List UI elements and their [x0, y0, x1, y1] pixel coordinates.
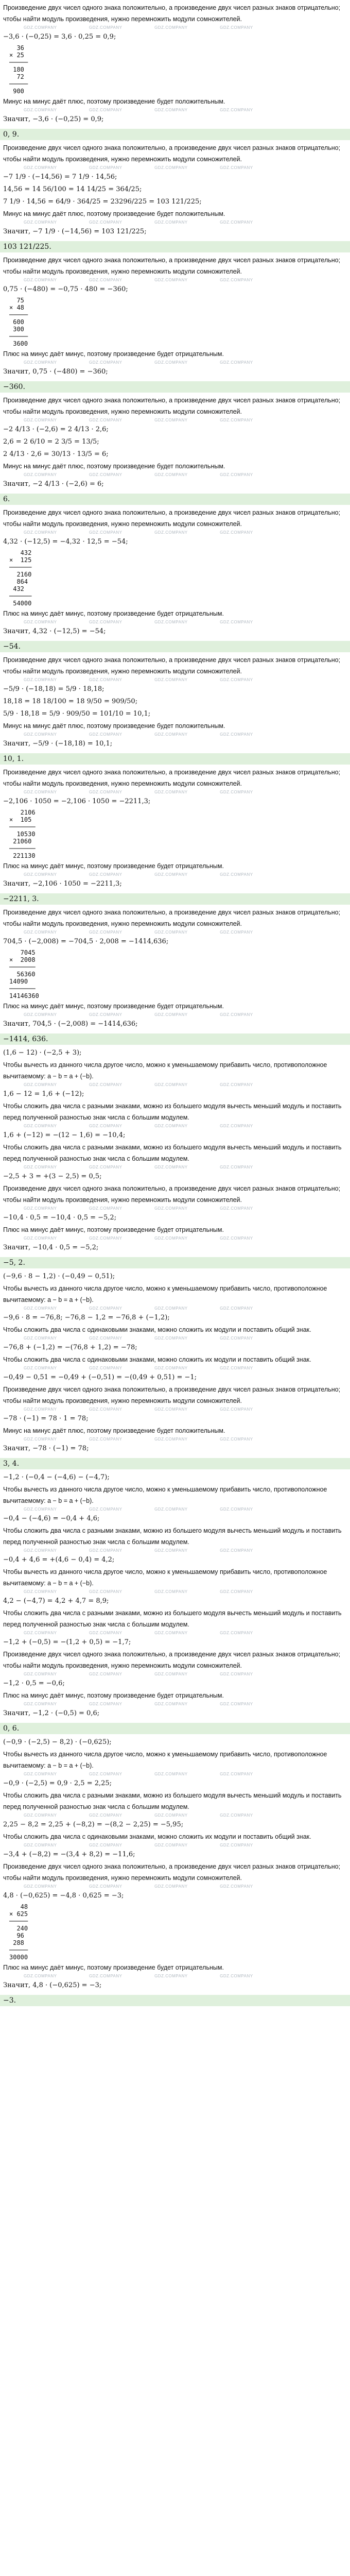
- solution-block: [0, 505, 350, 641]
- expression-head: −1,2 · (−0,4 − (−4,6) − (−4,7);: [3, 1473, 110, 1481]
- math-line: 4,32 · (−12,5) = −4,32 · 12,5 = −54;: [3, 538, 128, 546]
- expression-block: [0, 1469, 350, 1723]
- column-multiplication: [9, 44, 347, 95]
- answer: 10, 1.: [0, 753, 350, 765]
- mult-row: 2160: [9, 571, 32, 578]
- rule-text: Произведение двух чисел одного знака положительно, а произведение двух чисел разных знаков отрицательно; чтобы найти модуль произведения, нужно перемножить модули сомножителей.: [3, 257, 341, 275]
- conclusion-text: Плюс на минус даёт минус, поэтому произведение будет отрицательным.: [3, 1964, 224, 1971]
- mult-row: 36: [9, 44, 24, 52]
- answer: −3.: [0, 1995, 350, 2006]
- mult-row: 14146360: [9, 992, 39, 999]
- mult-row: 864: [9, 578, 28, 585]
- rule-text: Чтобы сложить два числа с разными знаками, можно из большего модуля вычесть меньший модуль и поставить перед полученной разностью знак числа с большим модулем.: [3, 1103, 342, 1121]
- rule-text: Чтобы вычесть из данного числа другое число, можно к уменьшаемому прибавить число, противоположное вычитаемому: a − b = a + (−b).: [3, 1751, 327, 1769]
- answer: −1414, 636.: [0, 1033, 350, 1045]
- result-line: Значит, −78 · (−1) = 78;: [3, 1445, 89, 1452]
- mult-row: × 125: [9, 556, 32, 564]
- watermark: GDZ.COMPANY GDZ.COMPANY GDZ.COMPANY GDZ.COMPANY: [24, 1082, 253, 1087]
- watermark: GDZ.COMPANY GDZ.COMPANY GDZ.COMPANY GDZ.COMPANY: [24, 1165, 253, 1170]
- watermark: GDZ.COMPANY GDZ.COMPANY GDZ.COMPANY GDZ.COMPANY: [24, 1336, 253, 1341]
- solution-block: [0, 0, 350, 129]
- column-multiplication: [9, 949, 347, 999]
- result-line: Значит, −2,106 · 1050 = −2211,3;: [3, 880, 122, 888]
- math-line: 2,25 − 8,2 = 2,25 + (−8,2) = −(8,2 − 2,25) = −5,95;: [3, 1821, 184, 1828]
- watermark: GDZ.COMPANY GDZ.COMPANY GDZ.COMPANY GDZ.COMPANY: [24, 530, 253, 535]
- math-line: 18,18 = 18 18/100 = 18 9/50 = 909/50;: [3, 698, 138, 705]
- rule-text: Чтобы сложить два числа с одинаковыми знаками, можно сложить их модули и поставить общий знак.: [3, 1326, 311, 1333]
- watermark: GDZ.COMPANY GDZ.COMPANY GDZ.COMPANY GDZ.COMPANY: [24, 1974, 253, 1978]
- watermark: GDZ.COMPANY GDZ.COMPANY GDZ.COMPANY GDZ.COMPANY: [24, 278, 253, 282]
- rule-text: Произведение двух чисел одного знака положительно, а произведение двух чисел разных знаков отрицательно; чтобы найти модуль произведения, нужно перемножить модули сомножителей.: [3, 144, 341, 163]
- watermark: GDZ.COMPANY GDZ.COMPANY GDZ.COMPANY GDZ.COMPANY: [24, 25, 253, 30]
- answer: 0, 9.: [0, 129, 350, 140]
- mult-row: ───────: [9, 845, 36, 852]
- watermark: GDZ.COMPANY GDZ.COMPANY GDZ.COMPANY GDZ.COMPANY: [24, 677, 253, 682]
- watermark: GDZ.COMPANY GDZ.COMPANY GDZ.COMPANY GDZ.COMPANY: [24, 1589, 253, 1594]
- result-line: Значит, −3,6 · (−0,25) = 0,9;: [3, 115, 104, 123]
- math-line: −10,4 · 0,5 = −10,4 · 0,5 = −5,2;: [3, 1214, 117, 1222]
- watermark: GDZ.COMPANY GDZ.COMPANY GDZ.COMPANY GDZ.COMPANY: [24, 1813, 253, 1818]
- column-multiplication: [9, 549, 347, 607]
- watermark: GDZ.COMPANY GDZ.COMPANY GDZ.COMPANY GDZ.COMPANY: [24, 1884, 253, 1889]
- watermark: GDZ.COMPANY GDZ.COMPANY GDZ.COMPANY GDZ.COMPANY: [24, 620, 253, 624]
- mult-row: ──────: [9, 564, 32, 571]
- rule-text: Чтобы сложить два числа с разными знаками, можно из большего модуля вычесть меньший модуль и поставить перед полученной разностью знак числа с большим модулем.: [3, 1792, 342, 1810]
- watermark: GDZ.COMPANY GDZ.COMPANY GDZ.COMPANY GDZ.COMPANY: [24, 1702, 253, 1706]
- watermark: GDZ.COMPANY GDZ.COMPANY GDZ.COMPANY GDZ.COMPANY: [24, 1124, 253, 1128]
- mult-row: × 2008: [9, 956, 36, 963]
- watermark: GDZ.COMPANY GDZ.COMPANY GDZ.COMPANY GDZ.COMPANY: [24, 872, 253, 877]
- conclusion-text: Плюс на минус даёт минус, поэтому произведение будет отрицательным.: [3, 1692, 224, 1699]
- math-line: −0,9 · (−2,5) = 0,9 · 2,5 = 2,25;: [3, 1780, 112, 1787]
- watermark: GDZ.COMPANY GDZ.COMPANY GDZ.COMPANY GDZ.COMPANY: [24, 930, 253, 935]
- conclusion-text: Плюс на минус даёт минус, поэтому произведение будет отрицательным.: [3, 1003, 224, 1010]
- mult-row: 96: [9, 1932, 24, 1939]
- watermark: GDZ.COMPANY GDZ.COMPANY GDZ.COMPANY GDZ.COMPANY: [24, 472, 253, 477]
- math-line: −9,6 · 8 = −76,8; −76,8 − 1,2 = −76,8 + (−1,2);: [3, 1314, 170, 1321]
- rule-text: Произведение двух чисел одного знака положительно, а произведение двух чисел разных знаков отрицательно; чтобы найти модуль произведения, нужно перемножить модули сомножителей.: [3, 509, 341, 528]
- expression-head: (−9,6 · 8 − 1,2) · (−0,49 − 0,51);: [3, 1273, 115, 1280]
- rule-text: Произведение двух чисел одного знака положительно, а произведение двух чисел разных знаков отрицательно; чтобы найти модуль произведения, нужно перемножить модули сомножителей.: [3, 397, 341, 415]
- math-line: −5/9 · (−18,18) = 5/9 · 18,18;: [3, 685, 104, 693]
- rule-text: Чтобы сложить два числа с одинаковыми знаками, можно сложить их модули и поставить общий знак.: [3, 1356, 311, 1363]
- solution-block: [0, 393, 350, 494]
- result-line: Значит, 0,75 · (−480) = −360;: [3, 368, 108, 376]
- answer: 103 121/225.: [0, 241, 350, 252]
- math-line: 704,5 · (−2,008) = −704,5 · 2,008 = −1414,636;: [3, 938, 169, 945]
- watermark: GDZ.COMPANY GDZ.COMPANY GDZ.COMPANY GDZ.COMPANY: [24, 360, 253, 365]
- math-line: 14,56 = 14 56/100 = 14 14/25 = 364/25;: [3, 185, 142, 193]
- mult-row: ─────: [9, 1946, 28, 1954]
- mult-row: 3600: [9, 340, 28, 347]
- math-line: 7 1/9 · 14,56 = 64/9 · 364/25 = 23296/225 = 103 121/225;: [3, 198, 202, 206]
- rule-text: Произведение двух чисел одного знака положительно, а произведение двух чисел разных знаков отрицательно; чтобы найти модуль произведения, нужно перемножить модули сомножителей.: [3, 1863, 341, 1882]
- conclusion-text: Минус на минус даёт плюс, поэтому произведение будет положительным.: [3, 463, 225, 470]
- conclusion-text: Плюс на минус даёт минус, поэтому произведение будет отрицательным.: [3, 862, 224, 870]
- mult-row: 221130: [9, 852, 36, 859]
- math-line: −2,106 · 1050 = −2,106 · 1050 = −2211,3;: [3, 798, 151, 805]
- mult-row: 56360: [9, 971, 36, 978]
- math-line: −2,5 + 3 = +(3 − 2,5) = 0,5;: [3, 1173, 102, 1180]
- mult-row: × 48: [9, 304, 24, 311]
- column-multiplication: [9, 1903, 347, 1961]
- answer: −2211, 3.: [0, 893, 350, 905]
- answer: 6.: [0, 494, 350, 505]
- rule-text: Чтобы сложить два числа с разными знаками, можно из большего модуля вычесть меньший модуль и поставить перед полученной разностью знак числа с большим модулем.: [3, 1527, 342, 1546]
- mult-row: 14090: [9, 978, 28, 985]
- watermark: GDZ.COMPANY GDZ.COMPANY GDZ.COMPANY GDZ.COMPANY: [24, 1631, 253, 1635]
- rule-text: Произведение двух чисел одного знака положительно, а произведение двух чисел разных знаков отрицательно; чтобы найти модуль произведения, нужно перемножить модули сомножителей.: [3, 656, 341, 675]
- math-line: 2 4/13 · 2,6 = 30/13 · 13/5 = 6;: [3, 450, 109, 458]
- watermark: GDZ.COMPANY GDZ.COMPANY GDZ.COMPANY GDZ.COMPANY: [24, 1672, 253, 1676]
- answer: −54.: [0, 641, 350, 652]
- watermark: GDZ.COMPANY GDZ.COMPANY GDZ.COMPANY GDZ.COMPANY: [24, 165, 253, 170]
- result-line: Значит, 4,32 · (−12,5) = −54;: [3, 628, 106, 635]
- solution-block: [0, 905, 350, 1033]
- rule-text: Произведение двух чисел одного знака положительно, а произведение двух чисел разных знаков отрицательно; чтобы найти модуль произведения, нужно перемножить модули сомножителей.: [3, 909, 341, 927]
- math-line: −3,4 + (−8,2) = −(3,4 + 8,2) = −11,6;: [3, 1851, 135, 1858]
- mult-row: 432: [9, 549, 32, 556]
- math-line: −0,49 − 0,51 = −0,49 + (−0,51) = −(0,49 + 0,51) = −1;: [3, 1374, 197, 1381]
- mult-row: × 105: [9, 816, 32, 823]
- math-line: −0,4 + 4,6 = +(4,6 − 0,4) = 4,2;: [3, 1556, 115, 1564]
- result-line: Значит, 4,8 · (−0,625) = −3;: [3, 1981, 102, 1989]
- expression-block: [0, 1045, 350, 1257]
- rule-text: Чтобы сложить два числа с одинаковыми знаками, можно сложить их модули и поставить общий знак.: [3, 1833, 311, 1840]
- rule-text: Чтобы сложить два числа с разными знаками, можно из большего модуля вычесть меньший модуль и поставить перед полученной разностью знак числа с большим модулем.: [3, 1144, 342, 1162]
- math-line: 1,6 + (−12) = −(12 − 1,6) = −10,4;: [3, 1131, 126, 1139]
- mult-row: 72: [9, 73, 24, 80]
- mult-row: 300: [9, 326, 24, 333]
- mult-row: 240: [9, 1925, 28, 1932]
- watermark: GDZ.COMPANY GDZ.COMPANY GDZ.COMPANY GDZ.COMPANY: [24, 1306, 253, 1311]
- expression-head: (1,6 − 12) · (−2,5 + 3);: [3, 1049, 82, 1057]
- watermark: GDZ.COMPANY GDZ.COMPANY GDZ.COMPANY GDZ.COMPANY: [24, 418, 253, 422]
- result-line: Значит, −1,2 · (−0,5) = 0,6;: [3, 1709, 100, 1717]
- math-line: −1,2 · 0,5 = −0,6;: [3, 1680, 65, 1687]
- math-line: 4,2 − (−4,7) = 4,2 + 4,7 = 8,9;: [3, 1597, 109, 1605]
- watermark: GDZ.COMPANY GDZ.COMPANY GDZ.COMPANY GDZ.COMPANY: [24, 732, 253, 737]
- math-line: 2,6 = 2 6/10 = 2 3/5 = 13/5;: [3, 438, 99, 446]
- watermark: GDZ.COMPANY GDZ.COMPANY GDZ.COMPANY GDZ.COMPANY: [24, 1437, 253, 1442]
- math-line: 4,8 · (−0,625) = −4,8 · 0,625 = −3;: [3, 1892, 124, 1900]
- mult-row: 900: [9, 88, 24, 95]
- math-line: 0,75 · (−480) = −0,75 · 480 = −360;: [3, 285, 128, 293]
- conclusion-text: Минус на минус даёт плюс, поэтому произведение будет положительным.: [3, 210, 225, 217]
- math-line: 1,6 − 12 = 1,6 + (−12);: [3, 1090, 84, 1098]
- column-multiplication: [9, 297, 347, 347]
- rule-text: Чтобы вычесть из данного числа другое число, можно к уменьшаемому прибавить число, противоположное вычитаемому: a − b = a + (−b).: [3, 1285, 327, 1303]
- expression-block: [0, 1268, 350, 1458]
- answer: 3, 4.: [0, 1458, 350, 1469]
- mult-row: 54000: [9, 600, 32, 607]
- result-line: Значит, −7 1/9 · (−14,56) = 103 121/225;: [3, 228, 147, 235]
- mult-row: ─────: [9, 1918, 28, 1925]
- answer: −360.: [0, 381, 350, 393]
- result-line: Значит, −10,4 · 0,5 = −5,2;: [3, 1244, 99, 1251]
- watermark: GDZ.COMPANY GDZ.COMPANY GDZ.COMPANY GDZ.COMPANY: [24, 790, 253, 794]
- mult-row: × 25: [9, 52, 24, 59]
- rule-text: Чтобы вычесть из данного числа другое число, можно к уменьшаемому прибавить число, противоположное вычитаемому: a − b = a + (−b).: [3, 1061, 327, 1080]
- mult-row: 288: [9, 1939, 24, 1946]
- conclusion-text: Плюс на минус даёт минус, поэтому произведение будет отрицательным.: [3, 610, 224, 617]
- mult-row: ─────: [9, 80, 28, 88]
- mult-row: ───────: [9, 963, 36, 971]
- conclusion-text: Минус на минус даёт плюс, поэтому произведение будет положительным.: [3, 722, 225, 730]
- conclusion-text: Плюс на минус даёт минус, поэтому произведение будет отрицательным.: [3, 1226, 224, 1233]
- watermark: GDZ.COMPANY GDZ.COMPANY GDZ.COMPANY GDZ.COMPANY: [24, 1772, 253, 1776]
- rule-text: Произведение двух чисел одного знака положительно, а произведение двух чисел разных знаков отрицательно; чтобы найти модуль произведения, нужно перемножить модули сомножителей.: [3, 1386, 341, 1404]
- watermark: GDZ.COMPANY GDZ.COMPANY GDZ.COMPANY GDZ.COMPANY: [24, 220, 253, 225]
- rule-text: Произведение двух чисел одного знака положительно, а произведение двух чисел разных знаков отрицательно; чтобы найти модуль произведения, нужно перемножить модули сомножителей.: [3, 1185, 341, 1204]
- expression-head: (−0,9 · (−2,5) − 8,2) · (−0,625);: [3, 1738, 112, 1746]
- rule-text: Чтобы сложить два числа с разными знаками, можно из большего модуля вычесть меньший модуль и поставить перед полученной разностью знак числа с большим модулем.: [3, 1609, 342, 1628]
- mult-row: 7045: [9, 949, 36, 956]
- mult-row: ───────: [9, 985, 36, 992]
- answer: 0, 6.: [0, 1723, 350, 1734]
- watermark: GDZ.COMPANY GDZ.COMPANY GDZ.COMPANY GDZ.COMPANY: [24, 1366, 253, 1370]
- mult-row: 48: [9, 1903, 28, 1910]
- mult-row: 10530: [9, 831, 36, 838]
- rule-text: Произведение двух чисел одного знака положительно, а произведение двух чисел разных знаков отрицательно; чтобы найти модуль произведения, нужно перемножить модули сомножителей.: [3, 4, 341, 23]
- watermark: GDZ.COMPANY GDZ.COMPANY GDZ.COMPANY GDZ.COMPANY: [24, 1236, 253, 1241]
- mult-row: ──────: [9, 592, 32, 600]
- solution-block: [0, 765, 350, 893]
- math-line: −0,4 − (−4,6) = −0,4 + 4,6;: [3, 1515, 100, 1522]
- mult-row: ─────: [9, 59, 28, 66]
- mult-row: ─────: [9, 333, 28, 340]
- answer: −5, 2.: [0, 1257, 350, 1268]
- solution-block: [0, 252, 350, 381]
- watermark: GDZ.COMPANY GDZ.COMPANY GDZ.COMPANY GDZ.COMPANY: [24, 108, 253, 112]
- conclusion-text: Минус на минус даёт плюс, поэтому произведение будет положительным.: [3, 1427, 225, 1434]
- math-line: 5/9 · 18,18 = 5/9 · 909/50 = 101/10 = 10,1;: [3, 710, 151, 718]
- math-line: −3,6 · (−0,25) = 3,6 · 0,25 = 0,9;: [3, 33, 116, 41]
- math-line: −1,2 + (−0,5) = −(1,2 + 0,5) = −1,7;: [3, 1638, 131, 1646]
- solution-block: [0, 652, 350, 753]
- mult-row: ───────: [9, 823, 36, 831]
- rule-text: Чтобы вычесть из данного числа другое число, можно к уменьшаемому прибавить число, противоположное вычитаемому: a − b = a + (−b).: [3, 1568, 327, 1587]
- mult-row: 30000: [9, 1954, 28, 1961]
- rule-text: Произведение двух чисел одного знака положительно, а произведение двух чисел разных знаков отрицательно; чтобы найти модуль произведения, нужно перемножить модули сомножителей.: [3, 769, 341, 787]
- watermark: GDZ.COMPANY GDZ.COMPANY GDZ.COMPANY GDZ.COMPANY: [24, 1012, 253, 1017]
- conclusion-text: Плюс на минус даёт минус, поэтому произведение будет отрицательным.: [3, 350, 224, 358]
- result-line: Значит, −5/9 · (−18,18) = 10,1;: [3, 740, 113, 748]
- mult-row: × 625: [9, 1910, 28, 1918]
- math-line: −78 · (−1) = 78 · 1 = 78;: [3, 1415, 89, 1422]
- rule-text: Произведение двух чисел одного знака положительно, а произведение двух чисел разных знаков отрицательно; чтобы найти модуль произведения, нужно перемножить модули сомножителей.: [3, 1651, 341, 1669]
- math-line: −76,8 + (−1,2) = −(76,8 + 1,2) = −78;: [3, 1344, 137, 1351]
- mult-row: 2106: [9, 809, 36, 816]
- solution-block: [0, 140, 350, 241]
- watermark: GDZ.COMPANY GDZ.COMPANY GDZ.COMPANY GDZ.COMPANY: [24, 1407, 253, 1412]
- conclusion-text: Минус на минус даёт плюс, поэтому произведение будет положительным.: [3, 98, 225, 105]
- mult-row: 75: [9, 297, 24, 304]
- watermark: GDZ.COMPANY GDZ.COMPANY GDZ.COMPANY GDZ.COMPANY: [24, 1206, 253, 1211]
- expression-block: [0, 1734, 350, 1995]
- watermark: GDZ.COMPANY GDZ.COMPANY GDZ.COMPANY GDZ.COMPANY: [24, 1548, 253, 1553]
- watermark: GDZ.COMPANY GDZ.COMPANY GDZ.COMPANY GDZ.COMPANY: [24, 1507, 253, 1512]
- rule-text: Чтобы вычесть из данного числа другое число, можно к уменьшаемому прибавить число, противоположное вычитаемому: a − b = a + (−b).: [3, 1486, 327, 1504]
- result-line: Значит, −2 4/13 · (−2,6) = 6;: [3, 480, 104, 488]
- watermark: GDZ.COMPANY GDZ.COMPANY GDZ.COMPANY GDZ.COMPANY: [24, 1843, 253, 1848]
- mult-row: 432: [9, 585, 24, 592]
- math-line: −7 1/9 · (−14,56) = 7 1/9 · 14,56;: [3, 173, 117, 181]
- mult-row: 180: [9, 66, 24, 73]
- column-multiplication: [9, 809, 347, 859]
- mult-row: 600: [9, 318, 24, 326]
- math-line: −2 4/13 · (−2,6) = 2 4/13 · 2,6;: [3, 426, 109, 433]
- result-line: Значит, 704,5 · (−2,008) = −1414,636;: [3, 1020, 138, 1028]
- mult-row: 21060: [9, 838, 32, 845]
- mult-row: ─────: [9, 311, 28, 318]
